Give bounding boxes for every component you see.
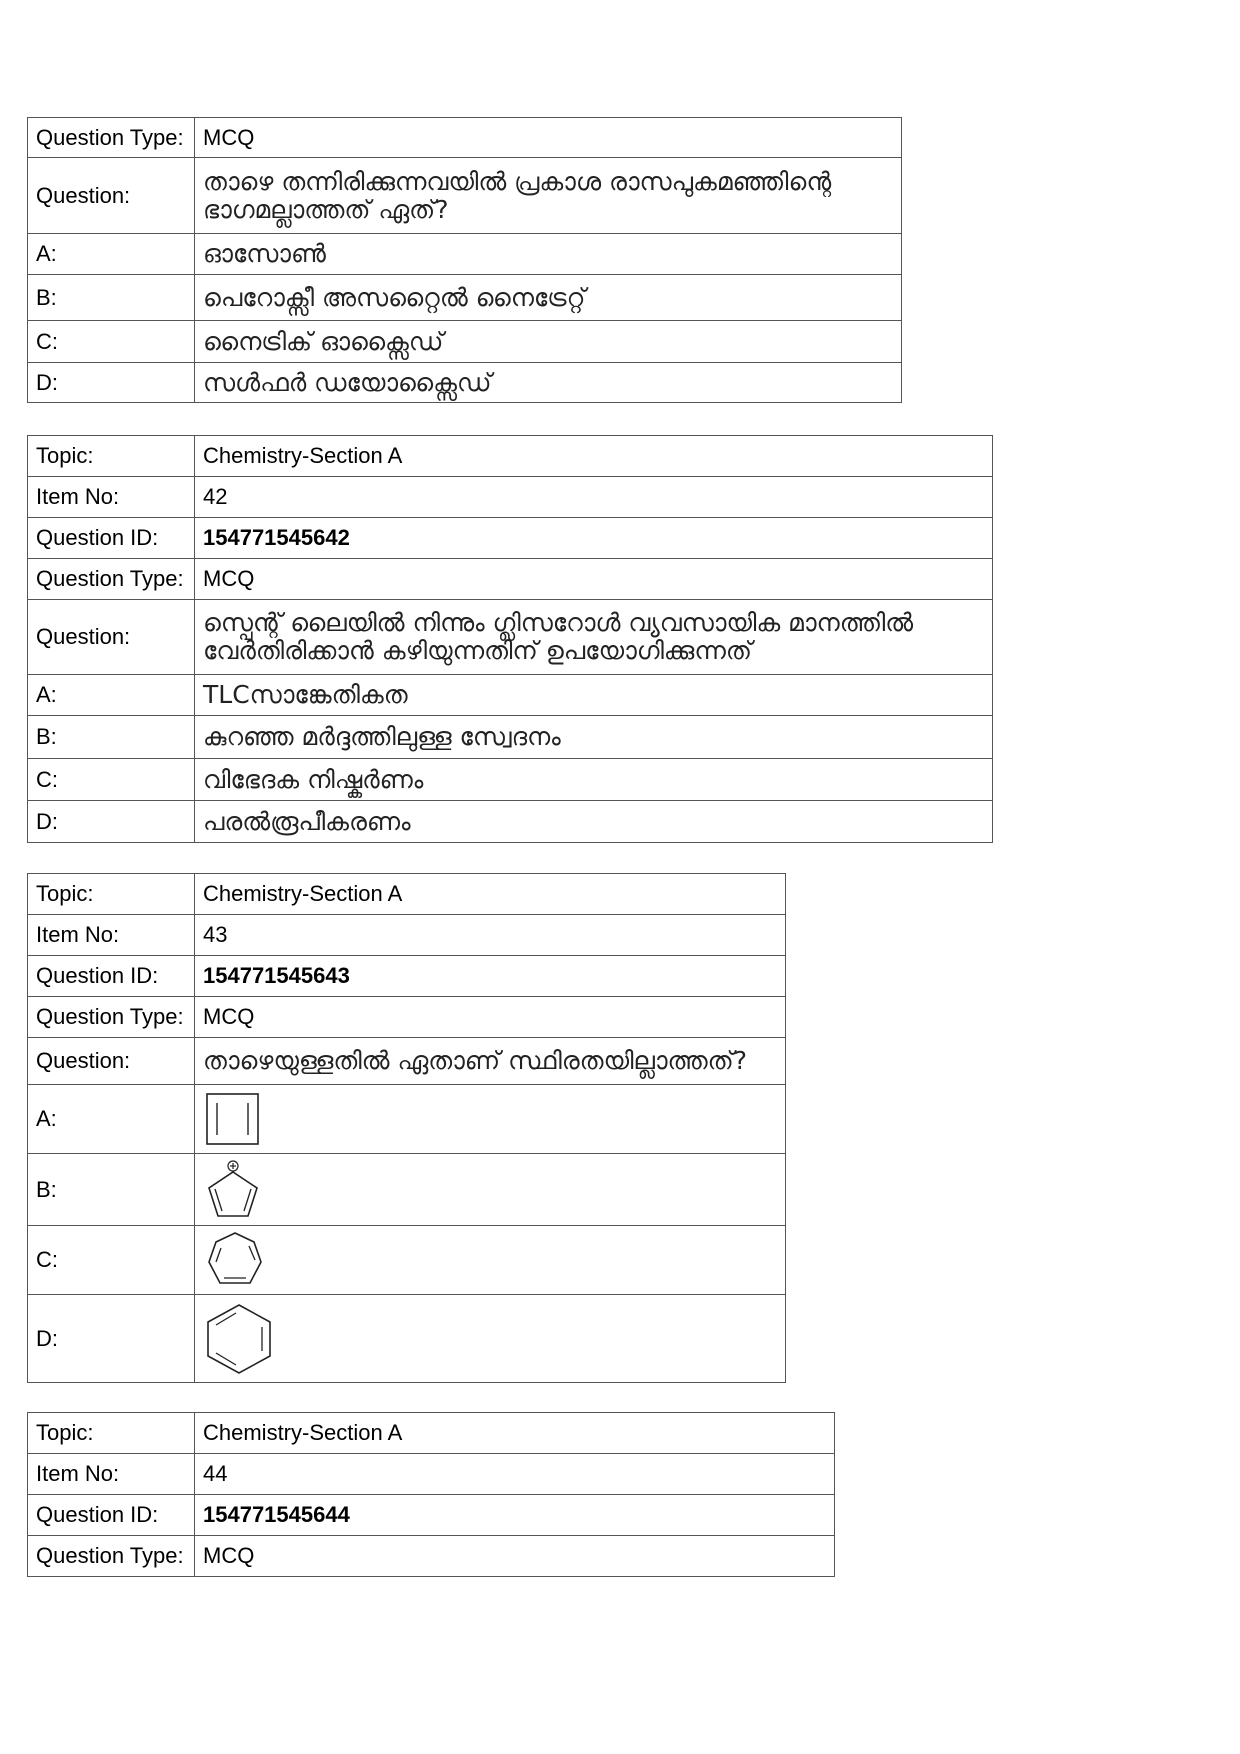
topic-value: Chemistry-Section A — [195, 436, 993, 477]
cyclopentadienyl-cation-structure-icon — [203, 1158, 267, 1222]
question-type-value: MCQ — [195, 1536, 835, 1577]
question-text: സ്പെന്റ് ലൈയിൽ നിന്നും ഗ്ലിസറോൾ വ്യവസായിക മാനത്തിൽ വേർതിരിക്കാൻ കഴിയുന്നതിന് ഉപയോഗിക്കുന്നത് — [195, 600, 993, 675]
option-b-label: B: — [28, 716, 195, 759]
question-table-3 — [27, 873, 786, 1383]
option-d-text: സൾഫർ ഡയോക്സൈഡ് — [195, 363, 902, 403]
topic-value: Chemistry-Section A — [195, 874, 786, 915]
question-type-value: MCQ — [195, 997, 786, 1038]
option-a-text: TLCസാങ്കേതികത — [195, 675, 993, 716]
option-d-text: പരൽരൂപീകരണം — [195, 801, 993, 843]
question-text: താഴെയുള്ളതിൽ ഏതാണ് സ്ഥിരതയില്ലാത്തത്? — [195, 1038, 786, 1085]
question-type-label: Question Type: — [28, 118, 195, 158]
question-label: Question: — [28, 158, 195, 234]
topic-label: Topic: — [28, 874, 195, 915]
benzene-structure-icon — [203, 1301, 275, 1377]
option-b-label: B: — [28, 1154, 195, 1226]
question-id-value — [195, 956, 786, 997]
cycloheptatriene-structure-icon — [203, 1230, 267, 1290]
option-c-image — [195, 1226, 786, 1295]
topic-label: Topic: — [28, 1413, 195, 1454]
question-id-label: Question ID: — [28, 518, 195, 559]
question-type-label: Question Type: — [28, 1536, 195, 1577]
option-a-label: A: — [28, 1085, 195, 1154]
question-id-text: 154771545642 — [203, 525, 350, 550]
question-id-text: 154771545643 — [203, 963, 350, 988]
option-c-label: C: — [28, 321, 195, 363]
topic-value: Chemistry-Section A — [195, 1413, 835, 1454]
question-type-value: MCQ — [195, 559, 993, 600]
question-table-1 — [27, 117, 902, 403]
option-d-label: D: — [28, 1295, 195, 1383]
option-b-text: പെറോക്സീ അസറ്റൈൽ നൈട്രേറ്റ് — [195, 275, 902, 321]
cyclobutadiene-structure-icon — [203, 1091, 263, 1147]
option-a-image — [195, 1085, 786, 1154]
question-type-label: Question Type: — [28, 997, 195, 1038]
item-no-label: Item No: — [28, 1454, 195, 1495]
item-no-label: Item No: — [28, 915, 195, 956]
option-b-image — [195, 1154, 786, 1226]
option-c-text: നൈട്രിക് ഓക്സൈഡ് — [195, 321, 902, 363]
question-type-value: MCQ — [195, 118, 902, 158]
option-c-label: C: — [28, 1226, 195, 1295]
question-text: താഴെ തന്നിരിക്കുന്നവയിൽ പ്രകാശ രാസപുകമഞ്ഞിന്റെ ഭാഗമല്ലാത്തത് ഏത്? — [195, 158, 902, 234]
question-label: Question: — [28, 1038, 195, 1085]
option-d-label: D: — [28, 801, 195, 843]
question-id-label: Question ID: — [28, 1495, 195, 1536]
option-a-label: A: — [28, 234, 195, 275]
option-b-text: കുറഞ്ഞ മർദ്ദത്തിലുള്ള സ്വേദനം — [195, 716, 993, 759]
item-no-value: 44 — [195, 1454, 835, 1495]
question-id-label: Question ID: — [28, 956, 195, 997]
topic-label: Topic: — [28, 436, 195, 477]
item-no-label: Item No: — [28, 477, 195, 518]
option-a-text: ഓസോൺ — [195, 234, 902, 275]
option-d-image — [195, 1295, 786, 1383]
option-a-label: A: — [28, 675, 195, 716]
option-c-text: വിഭേദക നിഷ്കർണം — [195, 759, 993, 801]
question-id-value — [195, 1495, 835, 1536]
item-no-value: 42 — [195, 477, 993, 518]
item-no-value: 43 — [195, 915, 786, 956]
question-table-2 — [27, 435, 993, 843]
question-id-text: 154771545644 — [203, 1502, 350, 1527]
option-d-label: D: — [28, 363, 195, 403]
question-id-value — [195, 518, 993, 559]
option-c-label: C: — [28, 759, 195, 801]
option-b-label: B: — [28, 275, 195, 321]
question-type-label: Question Type: — [28, 559, 195, 600]
question-table-4 — [27, 1412, 835, 1577]
question-label: Question: — [28, 600, 195, 675]
